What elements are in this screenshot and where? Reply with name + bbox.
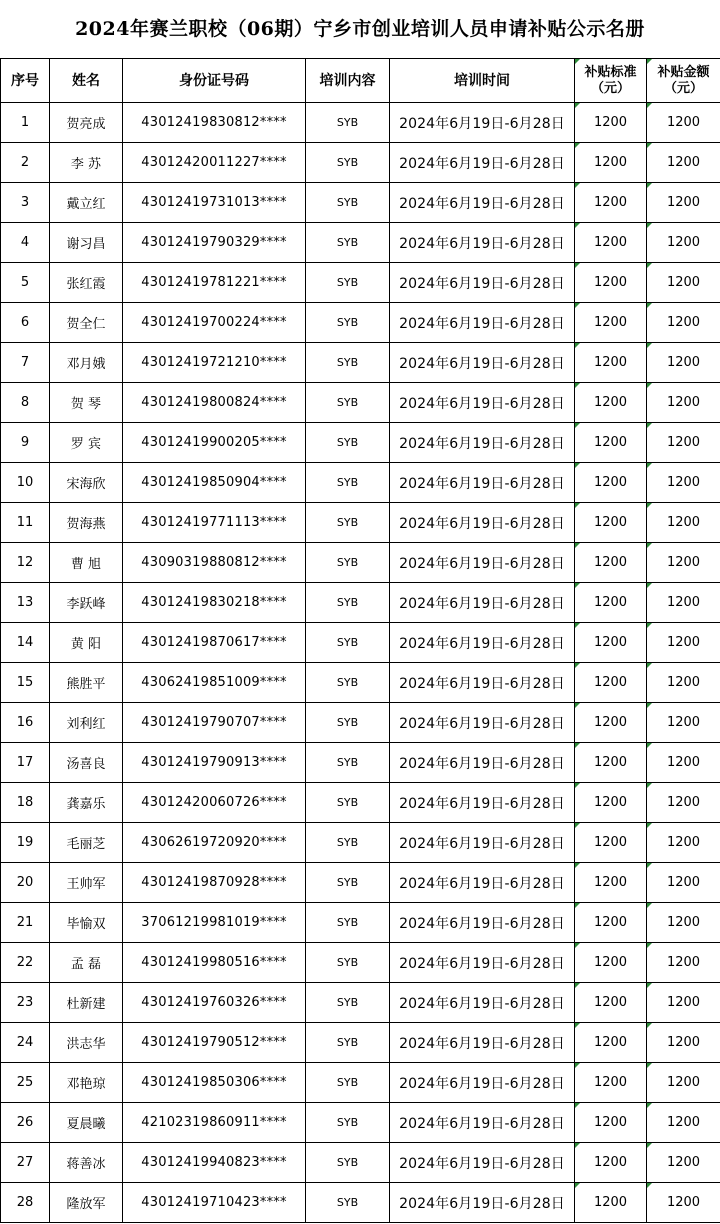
cell-amount: 1200 — [647, 783, 720, 823]
cell-standard: 1200 — [575, 983, 647, 1023]
cell-standard: 1200 — [575, 1143, 647, 1183]
cell-id: 43062619720920**** — [123, 823, 306, 863]
cell-no: 2 — [1, 143, 50, 183]
cell-content: SYB — [306, 183, 390, 223]
cell-time: 2024年6月19日-6月28日 — [390, 183, 575, 223]
table-row — [1, 783, 720, 823]
cell-time: 2024年6月19日-6月28日 — [390, 943, 575, 983]
cell-standard: 1200 — [575, 383, 647, 423]
cell-id: 43012419731013**** — [123, 183, 306, 223]
cell-standard: 1200 — [575, 583, 647, 623]
cell-name: 邓艳琼 — [50, 1063, 123, 1103]
cell-content: SYB — [306, 383, 390, 423]
cell-content: SYB — [306, 543, 390, 583]
cell-content: SYB — [306, 1183, 390, 1223]
cell-amount: 1200 — [647, 583, 720, 623]
cell-name: 张红霞 — [50, 263, 123, 303]
cell-standard: 1200 — [575, 343, 647, 383]
cell-name: 戴立红 — [50, 183, 123, 223]
cell-time: 2024年6月19日-6月28日 — [390, 423, 575, 463]
cell-name: 李跃峰 — [50, 583, 123, 623]
cell-content: SYB — [306, 143, 390, 183]
cell-id: 43012419850904**** — [123, 463, 306, 503]
cell-standard: 1200 — [575, 303, 647, 343]
cell-name: 王帅军 — [50, 863, 123, 903]
cell-id: 43012419790707**** — [123, 703, 306, 743]
cell-no: 20 — [1, 863, 50, 903]
cell-no: 12 — [1, 543, 50, 583]
cell-time: 2024年6月19日-6月28日 — [390, 983, 575, 1023]
cell-no: 8 — [1, 383, 50, 423]
cell-standard: 1200 — [575, 823, 647, 863]
cell-id: 43012419710423**** — [123, 1183, 306, 1223]
cell-id: 43012419790512**** — [123, 1023, 306, 1063]
cell-id: 43012419900205**** — [123, 423, 306, 463]
cell-name: 汤喜良 — [50, 743, 123, 783]
cell-amount: 1200 — [647, 623, 720, 663]
cell-amount: 1200 — [647, 503, 720, 543]
cell-name: 黄 阳 — [50, 623, 123, 663]
table-row — [1, 1143, 720, 1183]
cell-time: 2024年6月19日-6月28日 — [390, 223, 575, 263]
cell-no: 7 — [1, 343, 50, 383]
cell-id: 43012419771113**** — [123, 503, 306, 543]
table-row — [1, 423, 720, 463]
cell-no: 17 — [1, 743, 50, 783]
header-row — [1, 59, 720, 103]
cell-standard: 1200 — [575, 263, 647, 303]
cell-standard: 1200 — [575, 663, 647, 703]
cell-amount: 1200 — [647, 1183, 720, 1223]
cell-no: 13 — [1, 583, 50, 623]
cell-standard: 1200 — [575, 223, 647, 263]
table-row — [1, 983, 720, 1023]
cell-id: 43012419781221**** — [123, 263, 306, 303]
table-row — [1, 863, 720, 903]
cell-time: 2024年6月19日-6月28日 — [390, 703, 575, 743]
cell-name: 贺 琴 — [50, 383, 123, 423]
cell-standard: 1200 — [575, 183, 647, 223]
cell-name: 罗 宾 — [50, 423, 123, 463]
cell-name: 熊胜平 — [50, 663, 123, 703]
cell-amount: 1200 — [647, 263, 720, 303]
cell-standard: 1200 — [575, 703, 647, 743]
table-row — [1, 343, 720, 383]
cell-no: 16 — [1, 703, 50, 743]
header-standard: 补贴标准（元） — [575, 59, 647, 103]
cell-content: SYB — [306, 863, 390, 903]
cell-standard: 1200 — [575, 863, 647, 903]
cell-standard: 1200 — [575, 143, 647, 183]
cell-content: SYB — [306, 463, 390, 503]
cell-no: 5 — [1, 263, 50, 303]
cell-amount: 1200 — [647, 823, 720, 863]
cell-no: 23 — [1, 983, 50, 1023]
cell-time: 2024年6月19日-6月28日 — [390, 743, 575, 783]
cell-content: SYB — [306, 1023, 390, 1063]
cell-time: 2024年6月19日-6月28日 — [390, 623, 575, 663]
cell-standard: 1200 — [575, 903, 647, 943]
table-row — [1, 1063, 720, 1103]
cell-no: 25 — [1, 1063, 50, 1103]
cell-content: SYB — [306, 743, 390, 783]
table-row — [1, 143, 720, 183]
table-row — [1, 903, 720, 943]
cell-standard: 1200 — [575, 103, 647, 143]
cell-time: 2024年6月19日-6月28日 — [390, 1023, 575, 1063]
table-row — [1, 583, 720, 623]
cell-no: 24 — [1, 1023, 50, 1063]
cell-amount: 1200 — [647, 343, 720, 383]
cell-amount: 1200 — [647, 663, 720, 703]
table-row — [1, 503, 720, 543]
cell-content: SYB — [306, 983, 390, 1023]
cell-content: SYB — [306, 583, 390, 623]
cell-name: 贺全仁 — [50, 303, 123, 343]
cell-standard: 1200 — [575, 463, 647, 503]
table-row — [1, 463, 720, 503]
header-time: 培训时间 — [390, 59, 575, 103]
cell-content: SYB — [306, 943, 390, 983]
cell-content: SYB — [306, 303, 390, 343]
cell-id: 43012419940823**** — [123, 1143, 306, 1183]
cell-name: 曹 旭 — [50, 543, 123, 583]
table-row — [1, 943, 720, 983]
cell-time: 2024年6月19日-6月28日 — [390, 1143, 575, 1183]
table-header — [1, 59, 720, 103]
cell-id: 43012419870617**** — [123, 623, 306, 663]
cell-name: 孟 磊 — [50, 943, 123, 983]
header-no: 序号 — [1, 59, 50, 103]
cell-time: 2024年6月19日-6月28日 — [390, 823, 575, 863]
cell-content: SYB — [306, 623, 390, 663]
cell-content: SYB — [306, 1103, 390, 1143]
cell-amount: 1200 — [647, 983, 720, 1023]
cell-time: 2024年6月19日-6月28日 — [390, 663, 575, 703]
cell-standard: 1200 — [575, 623, 647, 663]
cell-content: SYB — [306, 223, 390, 263]
cell-id: 43012420060726**** — [123, 783, 306, 823]
cell-standard: 1200 — [575, 943, 647, 983]
cell-name: 夏晨曦 — [50, 1103, 123, 1143]
cell-name: 邓月娥 — [50, 343, 123, 383]
cell-time: 2024年6月19日-6月28日 — [390, 543, 575, 583]
cell-name: 贺海燕 — [50, 503, 123, 543]
cell-id: 43012419980516**** — [123, 943, 306, 983]
cell-amount: 1200 — [647, 543, 720, 583]
cell-time: 2024年6月19日-6月28日 — [390, 263, 575, 303]
subsidy-table — [0, 58, 720, 1223]
table-row — [1, 183, 720, 223]
table-row — [1, 703, 720, 743]
cell-name: 谢习昌 — [50, 223, 123, 263]
cell-id: 43012419830218**** — [123, 583, 306, 623]
cell-no: 4 — [1, 223, 50, 263]
cell-time: 2024年6月19日-6月28日 — [390, 1063, 575, 1103]
cell-standard: 1200 — [575, 1023, 647, 1063]
cell-name: 龚嘉乐 — [50, 783, 123, 823]
table-row — [1, 1023, 720, 1063]
cell-time: 2024年6月19日-6月28日 — [390, 583, 575, 623]
cell-standard: 1200 — [575, 1063, 647, 1103]
table-row — [1, 263, 720, 303]
cell-amount: 1200 — [647, 863, 720, 903]
cell-no: 14 — [1, 623, 50, 663]
cell-id: 43012419700224**** — [123, 303, 306, 343]
cell-amount: 1200 — [647, 1063, 720, 1103]
cell-no: 3 — [1, 183, 50, 223]
table-row — [1, 743, 720, 783]
cell-name: 隆放军 — [50, 1183, 123, 1223]
cell-name: 李 苏 — [50, 143, 123, 183]
cell-amount: 1200 — [647, 1103, 720, 1143]
cell-no: 1 — [1, 103, 50, 143]
table-row — [1, 623, 720, 663]
cell-no: 15 — [1, 663, 50, 703]
cell-content: SYB — [306, 263, 390, 303]
header-id: 身份证号码 — [123, 59, 306, 103]
cell-id: 37061219981019**** — [123, 903, 306, 943]
cell-id: 43062419851009**** — [123, 663, 306, 703]
cell-name: 洪志华 — [50, 1023, 123, 1063]
cell-id: 43012419790913**** — [123, 743, 306, 783]
cell-id: 43012419830812**** — [123, 103, 306, 143]
cell-standard: 1200 — [575, 503, 647, 543]
cell-id: 43012419800824**** — [123, 383, 306, 423]
cell-amount: 1200 — [647, 1023, 720, 1063]
cell-no: 21 — [1, 903, 50, 943]
cell-no: 19 — [1, 823, 50, 863]
cell-name: 刘利红 — [50, 703, 123, 743]
cell-standard: 1200 — [575, 423, 647, 463]
table-body — [1, 103, 720, 1223]
cell-amount: 1200 — [647, 1143, 720, 1183]
table-row — [1, 103, 720, 143]
cell-content: SYB — [306, 1143, 390, 1183]
header-name: 姓名 — [50, 59, 123, 103]
cell-amount: 1200 — [647, 463, 720, 503]
cell-content: SYB — [306, 343, 390, 383]
document-title: 2024年赛兰职校（06期）宁乡市创业培训人员申请补贴公示名册 — [75, 18, 645, 40]
table-row — [1, 1103, 720, 1143]
cell-time: 2024年6月19日-6月28日 — [390, 463, 575, 503]
cell-amount: 1200 — [647, 703, 720, 743]
cell-amount: 1200 — [647, 303, 720, 343]
cell-id: 43012420011227**** — [123, 143, 306, 183]
cell-amount: 1200 — [647, 103, 720, 143]
cell-content: SYB — [306, 663, 390, 703]
table-row — [1, 303, 720, 343]
cell-id: 43090319880812**** — [123, 543, 306, 583]
header-content: 培训内容 — [306, 59, 390, 103]
cell-id: 43012419790329**** — [123, 223, 306, 263]
cell-amount: 1200 — [647, 143, 720, 183]
cell-standard: 1200 — [575, 1183, 647, 1223]
cell-standard: 1200 — [575, 783, 647, 823]
cell-name: 杜新建 — [50, 983, 123, 1023]
cell-no: 18 — [1, 783, 50, 823]
cell-id: 43012419850306**** — [123, 1063, 306, 1103]
cell-no: 11 — [1, 503, 50, 543]
cell-content: SYB — [306, 423, 390, 463]
cell-no: 6 — [1, 303, 50, 343]
cell-time: 2024年6月19日-6月28日 — [390, 343, 575, 383]
cell-amount: 1200 — [647, 223, 720, 263]
cell-content: SYB — [306, 503, 390, 543]
cell-standard: 1200 — [575, 543, 647, 583]
cell-time: 2024年6月19日-6月28日 — [390, 103, 575, 143]
header-amount: 补贴金额（元） — [647, 59, 720, 103]
cell-time: 2024年6月19日-6月28日 — [390, 903, 575, 943]
cell-amount: 1200 — [647, 383, 720, 423]
cell-no: 28 — [1, 1183, 50, 1223]
cell-time: 2024年6月19日-6月28日 — [390, 303, 575, 343]
cell-content: SYB — [306, 703, 390, 743]
cell-no: 22 — [1, 943, 50, 983]
cell-time: 2024年6月19日-6月28日 — [390, 143, 575, 183]
cell-name: 宋海欣 — [50, 463, 123, 503]
cell-id: 43012419870928**** — [123, 863, 306, 903]
cell-id: 42102319860911**** — [123, 1103, 306, 1143]
cell-time: 2024年6月19日-6月28日 — [390, 1103, 575, 1143]
cell-time: 2024年6月19日-6月28日 — [390, 1183, 575, 1223]
cell-no: 9 — [1, 423, 50, 463]
cell-amount: 1200 — [647, 903, 720, 943]
cell-time: 2024年6月19日-6月28日 — [390, 383, 575, 423]
cell-time: 2024年6月19日-6月28日 — [390, 783, 575, 823]
table-row — [1, 823, 720, 863]
cell-no: 27 — [1, 1143, 50, 1183]
cell-amount: 1200 — [647, 183, 720, 223]
cell-content: SYB — [306, 903, 390, 943]
cell-id: 43012419760326**** — [123, 983, 306, 1023]
cell-no: 10 — [1, 463, 50, 503]
cell-content: SYB — [306, 103, 390, 143]
table-row — [1, 543, 720, 583]
cell-amount: 1200 — [647, 743, 720, 783]
cell-no: 26 — [1, 1103, 50, 1143]
cell-standard: 1200 — [575, 743, 647, 783]
cell-name: 毕愉双 — [50, 903, 123, 943]
cell-content: SYB — [306, 1063, 390, 1103]
cell-time: 2024年6月19日-6月28日 — [390, 863, 575, 903]
cell-id: 43012419721210**** — [123, 343, 306, 383]
cell-name: 毛丽芝 — [50, 823, 123, 863]
cell-time: 2024年6月19日-6月28日 — [390, 503, 575, 543]
table-row — [1, 383, 720, 423]
table-row — [1, 1183, 720, 1223]
cell-standard: 1200 — [575, 1103, 647, 1143]
cell-amount: 1200 — [647, 423, 720, 463]
cell-name: 贺亮成 — [50, 103, 123, 143]
cell-name: 蒋善冰 — [50, 1143, 123, 1183]
table-row — [1, 223, 720, 263]
cell-content: SYB — [306, 823, 390, 863]
cell-amount: 1200 — [647, 943, 720, 983]
cell-content: SYB — [306, 783, 390, 823]
table-row — [1, 663, 720, 703]
